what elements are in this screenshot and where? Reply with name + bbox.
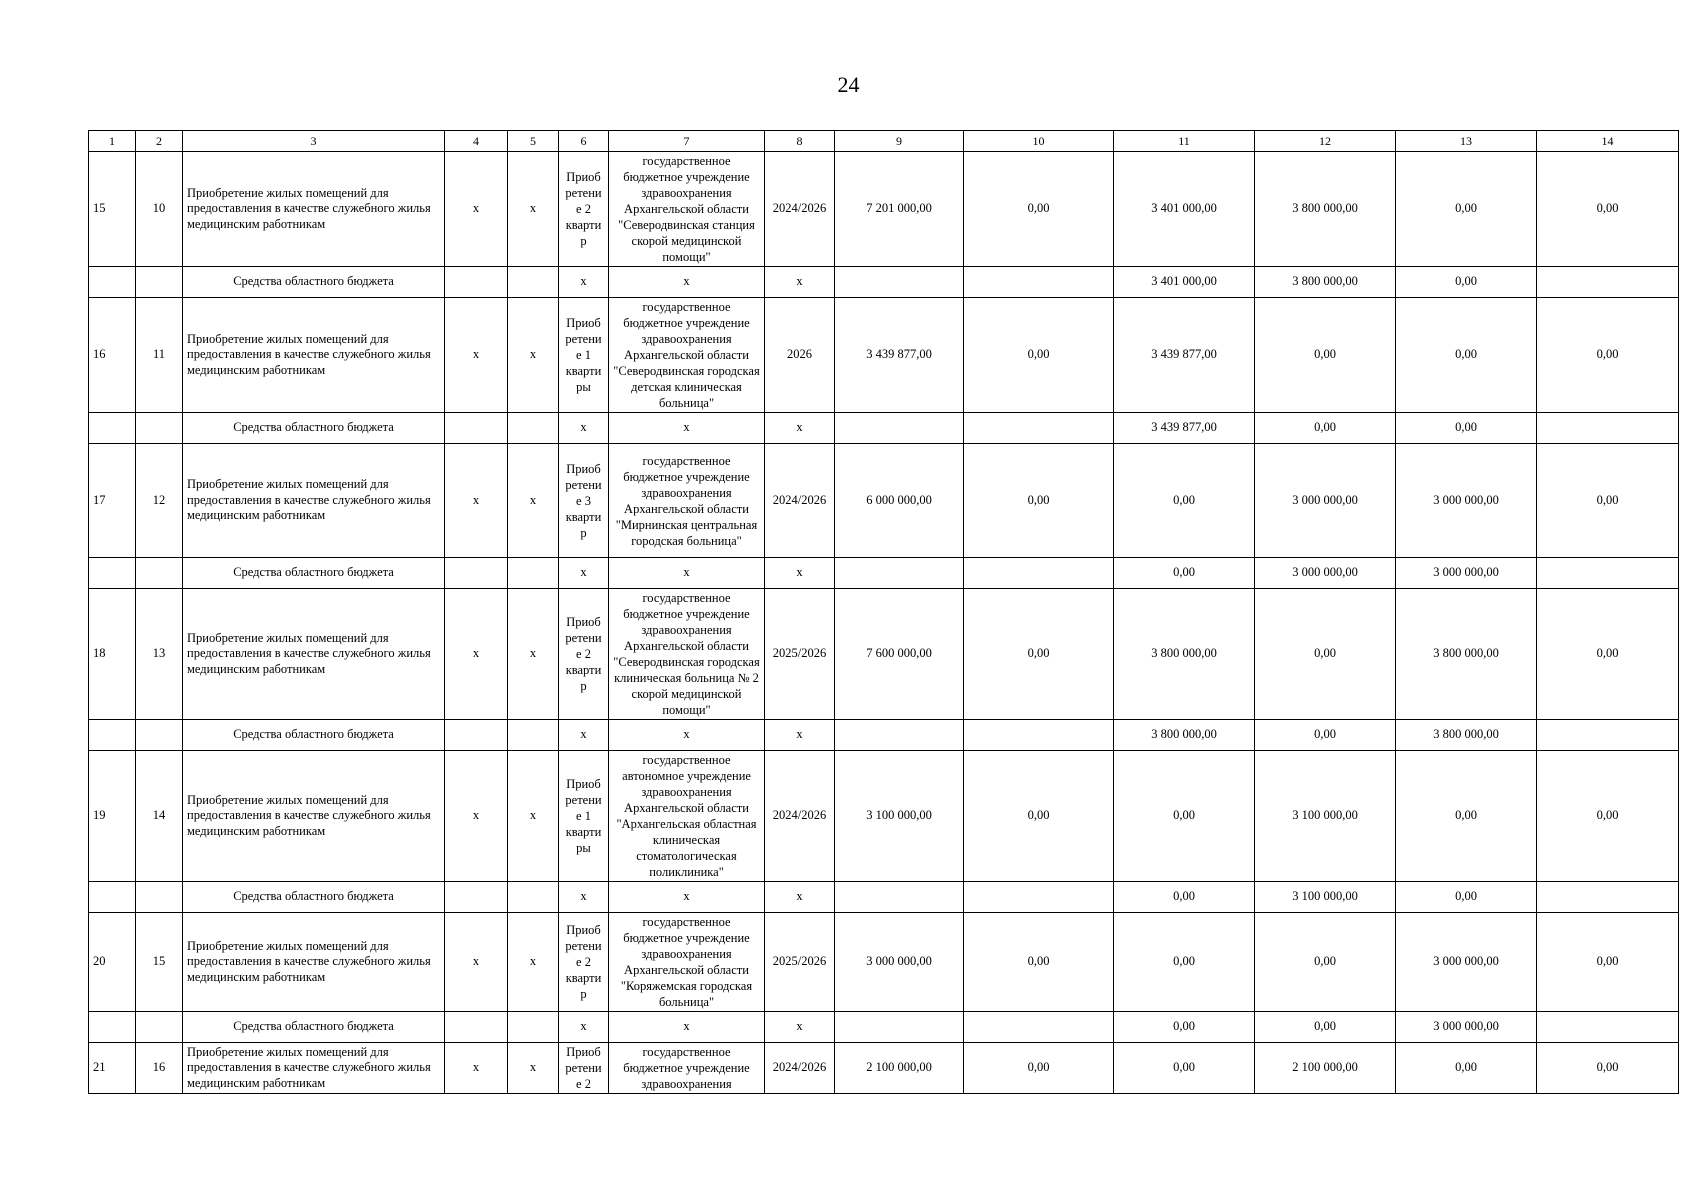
organization-cell: государственное бюджетное учреждение здравоохранения Архангельской области "Северодвинская городская детская клиническая больница": [609, 298, 765, 413]
period-cell: 2024/2026: [765, 1043, 835, 1094]
funding-source-row: [89, 1012, 1679, 1043]
empty-cell: [508, 267, 559, 298]
acquisition-cell: Приоб ретени е 1 кварти ры: [559, 751, 609, 882]
column-10-cell: 0,00: [964, 1043, 1114, 1094]
column-8-cell: х: [765, 413, 835, 444]
empty-cell: [89, 1012, 136, 1043]
column-5-cell: х: [508, 589, 559, 720]
activity-name-cell: Приобретение жилых помещений для предоставления в качестве служебного жилья медицинским работникам: [183, 589, 445, 720]
empty-cell: [136, 720, 183, 751]
empty-cell: [508, 413, 559, 444]
activity-name-cell: Приобретение жилых помещений для предоставления в качестве служебного жилья медицинским работникам: [183, 298, 445, 413]
empty-cell: [508, 558, 559, 589]
funding-source-row: [89, 267, 1679, 298]
column-13-cell: 3 000 000,00: [1396, 1012, 1537, 1043]
empty-cell: [136, 413, 183, 444]
column-10-cell: 0,00: [964, 589, 1114, 720]
column-header: 12: [1255, 131, 1396, 152]
empty-cell: [136, 558, 183, 589]
column-12-cell: 3 800 000,00: [1255, 267, 1396, 298]
column-header: 5: [508, 131, 559, 152]
column-12-cell: 3 800 000,00: [1255, 152, 1396, 267]
column-6-cell: х: [559, 882, 609, 913]
funding-source-label: Средства областного бюджета: [183, 882, 445, 913]
item-number-cell: 16: [136, 1043, 183, 1094]
column-10-cell: 0,00: [964, 152, 1114, 267]
funding-source-label: Средства областного бюджета: [183, 1012, 445, 1043]
column-14-cell: 0,00: [1537, 298, 1679, 413]
row-number-cell: 16: [89, 298, 136, 413]
item-number-cell: 14: [136, 751, 183, 882]
column-7-cell: х: [609, 413, 765, 444]
empty-cell: [1537, 413, 1679, 444]
period-cell: 2025/2026: [765, 913, 835, 1012]
period-cell: 2026: [765, 298, 835, 413]
empty-cell: [136, 1012, 183, 1043]
column-5-cell: х: [508, 152, 559, 267]
empty-cell: [445, 720, 508, 751]
column-11-cell: 0,00: [1114, 1012, 1255, 1043]
column-14-cell: 0,00: [1537, 1043, 1679, 1094]
column-13-cell: 0,00: [1396, 267, 1537, 298]
table-row: [89, 444, 1679, 558]
page-number: 24: [837, 72, 860, 97]
column-header: 2: [136, 131, 183, 152]
column-header: 14: [1537, 131, 1679, 152]
column-5-cell: х: [508, 913, 559, 1012]
activity-name-cell: Приобретение жилых помещений для предоставления в качестве служебного жилья медицинским работникам: [183, 751, 445, 882]
organization-cell: государственное бюджетное учреждение здравоохранения: [609, 1043, 765, 1094]
column-13-cell: 3 000 000,00: [1396, 558, 1537, 589]
funding-source-label: Средства областного бюджета: [183, 413, 445, 444]
column-11-cell: 3 439 877,00: [1114, 413, 1255, 444]
row-number-cell: 19: [89, 751, 136, 882]
empty-cell: [1537, 720, 1679, 751]
empty-cell: [445, 413, 508, 444]
period-cell: 2024/2026: [765, 152, 835, 267]
column-14-cell: 0,00: [1537, 913, 1679, 1012]
total-amount-cell: 3 100 000,00: [835, 751, 964, 882]
column-header: 13: [1396, 131, 1537, 152]
column-11-cell: 0,00: [1114, 751, 1255, 882]
period-cell: 2024/2026: [765, 751, 835, 882]
column-13-cell: 0,00: [1396, 413, 1537, 444]
column-4-cell: х: [445, 751, 508, 882]
column-10-cell: 0,00: [964, 913, 1114, 1012]
row-number-cell: 20: [89, 913, 136, 1012]
column-6-cell: х: [559, 720, 609, 751]
empty-cell: [136, 267, 183, 298]
activity-name-cell: Приобретение жилых помещений для предоставления в качестве служебного жилья медицинским работникам: [183, 1043, 445, 1094]
empty-cell: [89, 720, 136, 751]
activity-name-cell: Приобретение жилых помещений для предоставления в качестве служебного жилья медицинским работникам: [183, 444, 445, 558]
column-header: 8: [765, 131, 835, 152]
total-amount-cell: 7 201 000,00: [835, 152, 964, 267]
organization-cell: государственное бюджетное учреждение здравоохранения Архангельской области "Мирнинская центральная городская больница": [609, 444, 765, 558]
acquisition-cell: Приоб ретени е 2: [559, 1043, 609, 1094]
empty-cell: [1537, 1012, 1679, 1043]
column-7-cell: х: [609, 882, 765, 913]
organization-cell: государственное автономное учреждение здравоохранения Архангельской области "Архангельская областная клиническая стоматологическая поликлиника": [609, 751, 765, 882]
item-number-cell: 13: [136, 589, 183, 720]
column-6-cell: х: [559, 1012, 609, 1043]
empty-cell: [1537, 267, 1679, 298]
column-header: 3: [183, 131, 445, 152]
column-header: 10: [964, 131, 1114, 152]
row-number-cell: 17: [89, 444, 136, 558]
activity-name-cell: Приобретение жилых помещений для предоставления в качестве служебного жилья медицинским работникам: [183, 152, 445, 267]
empty-cell: [136, 882, 183, 913]
empty-cell: [835, 413, 964, 444]
column-12-cell: 0,00: [1255, 589, 1396, 720]
column-12-cell: 0,00: [1255, 913, 1396, 1012]
funding-source-row: [89, 413, 1679, 444]
column-8-cell: х: [765, 882, 835, 913]
funding-source-label: Средства областного бюджета: [183, 267, 445, 298]
column-4-cell: х: [445, 444, 508, 558]
column-11-cell: 0,00: [1114, 1043, 1255, 1094]
column-14-cell: 0,00: [1537, 152, 1679, 267]
column-12-cell: 3 000 000,00: [1255, 558, 1396, 589]
table-row: [89, 298, 1679, 413]
acquisition-cell: Приоб ретени е 2 кварти р: [559, 913, 609, 1012]
column-8-cell: х: [765, 720, 835, 751]
column-5-cell: х: [508, 751, 559, 882]
column-13-cell: 3 800 000,00: [1396, 720, 1537, 751]
activity-name-cell: Приобретение жилых помещений для предоставления в качестве служебного жилья медицинским работникам: [183, 913, 445, 1012]
empty-cell: [508, 882, 559, 913]
funding-source-row: [89, 720, 1679, 751]
column-13-cell: 3 000 000,00: [1396, 913, 1537, 1012]
empty-cell: [964, 882, 1114, 913]
funding-source-label: Средства областного бюджета: [183, 720, 445, 751]
column-7-cell: х: [609, 720, 765, 751]
column-4-cell: х: [445, 1043, 508, 1094]
column-8-cell: х: [765, 267, 835, 298]
row-number-cell: 15: [89, 152, 136, 267]
column-10-cell: 0,00: [964, 751, 1114, 882]
empty-cell: [835, 267, 964, 298]
empty-cell: [89, 267, 136, 298]
item-number-cell: 15: [136, 913, 183, 1012]
organization-cell: государственное бюджетное учреждение здравоохранения Архангельской области "Коряжемская городская больница": [609, 913, 765, 1012]
item-number-cell: 10: [136, 152, 183, 267]
column-13-cell: 0,00: [1396, 882, 1537, 913]
acquisition-cell: Приоб ретени е 3 кварти р: [559, 444, 609, 558]
column-14-cell: 0,00: [1537, 751, 1679, 882]
column-11-cell: 3 800 000,00: [1114, 589, 1255, 720]
total-amount-cell: 2 100 000,00: [835, 1043, 964, 1094]
column-12-cell: 2 100 000,00: [1255, 1043, 1396, 1094]
column-12-cell: 0,00: [1255, 298, 1396, 413]
column-6-cell: х: [559, 267, 609, 298]
column-11-cell: 0,00: [1114, 882, 1255, 913]
item-number-cell: 11: [136, 298, 183, 413]
total-amount-cell: 3 439 877,00: [835, 298, 964, 413]
row-number-cell: 18: [89, 589, 136, 720]
column-11-cell: 3 439 877,00: [1114, 298, 1255, 413]
organization-cell: государственное бюджетное учреждение здравоохранения Архангельской области "Северодвинская станция скорой медицинской помощи": [609, 152, 765, 267]
column-11-cell: 3 401 000,00: [1114, 152, 1255, 267]
empty-cell: [835, 882, 964, 913]
column-12-cell: 3 100 000,00: [1255, 751, 1396, 882]
column-4-cell: х: [445, 589, 508, 720]
column-12-cell: 0,00: [1255, 720, 1396, 751]
table-row: [89, 913, 1679, 1012]
column-5-cell: х: [508, 1043, 559, 1094]
funding-source-label: Средства областного бюджета: [183, 558, 445, 589]
column-header: 11: [1114, 131, 1255, 152]
table-row: [89, 1043, 1679, 1094]
total-amount-cell: 6 000 000,00: [835, 444, 964, 558]
column-11-cell: 0,00: [1114, 444, 1255, 558]
table-body: [89, 131, 1679, 1094]
empty-cell: [835, 720, 964, 751]
column-4-cell: х: [445, 913, 508, 1012]
empty-cell: [508, 1012, 559, 1043]
acquisition-cell: Приоб ретени е 1 кварти ры: [559, 298, 609, 413]
table-row: [89, 589, 1679, 720]
column-7-cell: х: [609, 1012, 765, 1043]
empty-cell: [1537, 558, 1679, 589]
empty-cell: [445, 1012, 508, 1043]
column-13-cell: 3 000 000,00: [1396, 444, 1537, 558]
column-12-cell: 0,00: [1255, 413, 1396, 444]
empty-cell: [1537, 882, 1679, 913]
column-7-cell: х: [609, 558, 765, 589]
acquisition-cell: Приоб ретени е 2 кварти р: [559, 589, 609, 720]
empty-cell: [445, 267, 508, 298]
empty-cell: [964, 558, 1114, 589]
budget-table: [88, 130, 1679, 1094]
funding-source-row: [89, 882, 1679, 913]
column-header: 4: [445, 131, 508, 152]
column-4-cell: х: [445, 298, 508, 413]
empty-cell: [835, 1012, 964, 1043]
column-13-cell: 0,00: [1396, 298, 1537, 413]
column-10-cell: 0,00: [964, 298, 1114, 413]
column-13-cell: 0,00: [1396, 152, 1537, 267]
column-header: 6: [559, 131, 609, 152]
column-5-cell: х: [508, 298, 559, 413]
column-12-cell: 0,00: [1255, 1012, 1396, 1043]
column-5-cell: х: [508, 444, 559, 558]
column-14-cell: 0,00: [1537, 589, 1679, 720]
column-11-cell: 0,00: [1114, 913, 1255, 1012]
column-13-cell: 0,00: [1396, 1043, 1537, 1094]
column-4-cell: х: [445, 152, 508, 267]
period-cell: 2025/2026: [765, 589, 835, 720]
column-8-cell: х: [765, 558, 835, 589]
empty-cell: [89, 882, 136, 913]
empty-cell: [89, 413, 136, 444]
funding-source-row: [89, 558, 1679, 589]
item-number-cell: 12: [136, 444, 183, 558]
table-row: [89, 152, 1679, 267]
column-11-cell: 3 401 000,00: [1114, 267, 1255, 298]
column-header: 9: [835, 131, 964, 152]
row-number-cell: 21: [89, 1043, 136, 1094]
column-header: 1: [89, 131, 136, 152]
column-10-cell: 0,00: [964, 444, 1114, 558]
empty-cell: [89, 558, 136, 589]
empty-cell: [445, 882, 508, 913]
column-12-cell: 3 100 000,00: [1255, 882, 1396, 913]
column-6-cell: х: [559, 558, 609, 589]
column-header: 7: [609, 131, 765, 152]
organization-cell: государственное бюджетное учреждение здравоохранения Архангельской области "Северодвинская городская клиническая больница № 2 скорой медицинской помощи": [609, 589, 765, 720]
empty-cell: [964, 1012, 1114, 1043]
empty-cell: [964, 720, 1114, 751]
column-8-cell: х: [765, 1012, 835, 1043]
empty-cell: [508, 720, 559, 751]
column-13-cell: 0,00: [1396, 751, 1537, 882]
total-amount-cell: 3 000 000,00: [835, 913, 964, 1012]
column-13-cell: 3 800 000,00: [1396, 589, 1537, 720]
empty-cell: [835, 558, 964, 589]
column-7-cell: х: [609, 267, 765, 298]
column-number-header-row: [89, 131, 1679, 152]
column-12-cell: 3 000 000,00: [1255, 444, 1396, 558]
table-row: [89, 751, 1679, 882]
column-14-cell: 0,00: [1537, 444, 1679, 558]
empty-cell: [964, 413, 1114, 444]
empty-cell: [445, 558, 508, 589]
empty-cell: [964, 267, 1114, 298]
column-11-cell: 3 800 000,00: [1114, 720, 1255, 751]
total-amount-cell: 7 600 000,00: [835, 589, 964, 720]
acquisition-cell: Приоб ретени е 2 кварти р: [559, 152, 609, 267]
column-6-cell: х: [559, 413, 609, 444]
column-11-cell: 0,00: [1114, 558, 1255, 589]
period-cell: 2024/2026: [765, 444, 835, 558]
